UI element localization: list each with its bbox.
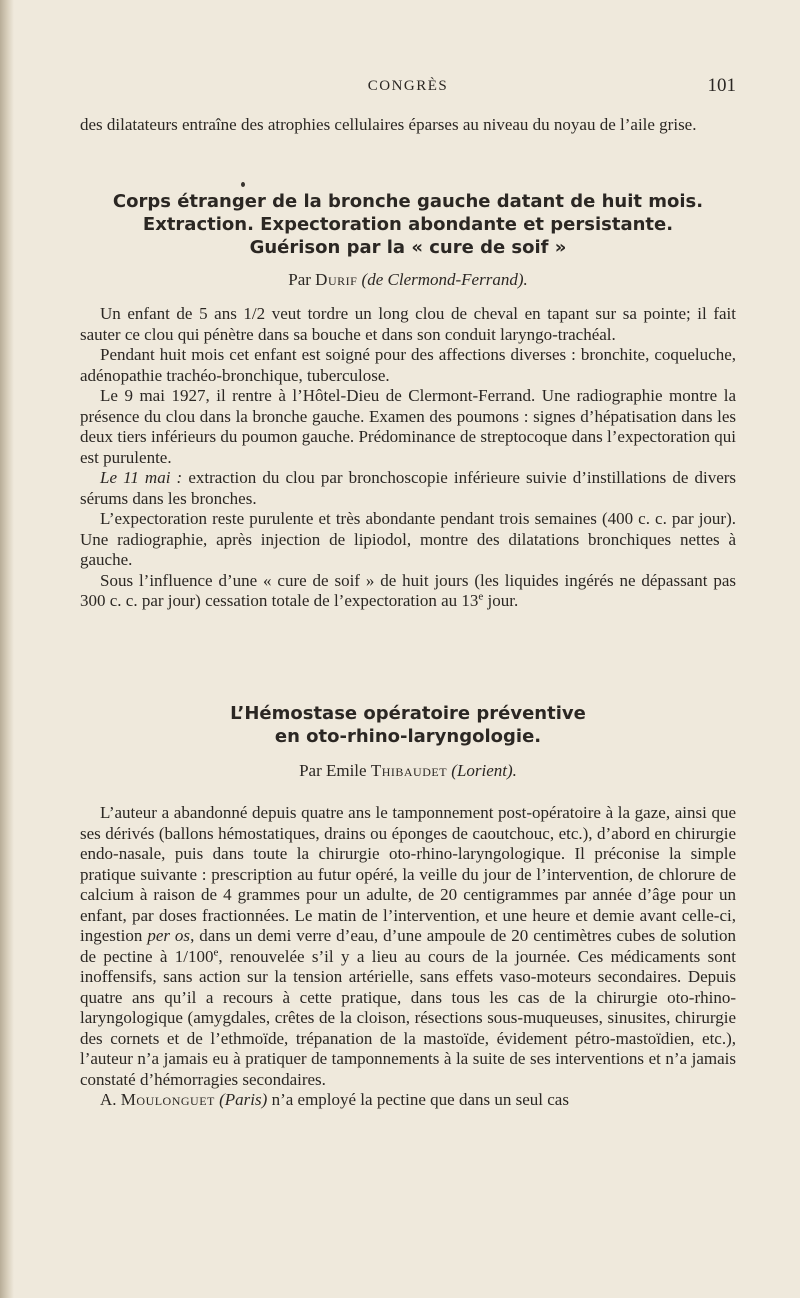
article-1-title-line-3: Guérison par la « cure de soif » <box>249 237 567 258</box>
superscript: e <box>478 590 484 603</box>
article-1-paragraph: Un enfant de 5 ans 1/2 veut tordre un long clou de cheval en tapant sur sa pointe; il fait sauter ce clou qui pénètre dans sa bouche et dans son conduit laryngo-trachéal. <box>80 304 736 344</box>
page-binding-edge <box>0 0 14 1298</box>
intro-fragment-block <box>80 115 736 136</box>
article-2-paragraph <box>80 1090 736 1111</box>
author-affiliation: (Lorient). <box>451 761 517 780</box>
article-2-title-line-1: L’Hémostase opératoire préventive <box>230 703 586 724</box>
article-1 <box>80 190 736 612</box>
author-name: Thibaudet <box>370 761 448 780</box>
ink-speck <box>241 182 245 187</box>
article-2-title-line-2: en oto-rhino-laryngologie. <box>274 726 542 747</box>
date-lead: Le 11 mai : <box>100 468 183 487</box>
author-place: (Paris) <box>219 1090 268 1109</box>
page-number: 101 <box>707 75 736 96</box>
superscript: e <box>213 945 219 958</box>
running-head <box>80 75 736 102</box>
intro-fragment: des dilatateurs entraîne des atrophies cellulaires éparses au niveau du noyau de l’aile grise. <box>80 115 697 134</box>
article-1-paragraph <box>80 468 736 509</box>
paragraph-text: Sous l’influence d’une « cure de soif » de huit jours (les liquides ingérés ne dépassant pas 300 c. c. par jour) cessation totale de l’expectoration au 13 <box>80 570 736 610</box>
article-1-paragraph: Pendant huit mois cet enfant est soigné pour des affections diverses : bronchite, coqueluche, adénopathie trachéo-bronchique, tuberculose. <box>80 345 736 385</box>
author-name: Moulonguet <box>120 1090 215 1109</box>
paragraph-text: n’a employé la pectine que dans un seul cas <box>271 1090 569 1109</box>
author-affiliation: (de Clermond-Ferrand). <box>361 270 528 289</box>
paragraph-text: jour. <box>483 591 519 610</box>
paragraph-text: , dans un demi verre d’eau, d’une ampoule de 20 centimètres cubes de solution de pectine à 1/100 <box>80 926 737 966</box>
running-title: CONGRÈS <box>367 78 449 94</box>
latin-phrase: per os <box>147 926 191 945</box>
paragraph-text: , renouvelée s’il y a lieu au cours de la journée. Ces médicaments sont inoffensifs, sans action sur la tension artérielle, sans effets vaso-moteurs secondaires. Depuis quatre ans qu’il a recours à cette pratique, dans tous les cas de la chirurgie oto-rhino-laryngologique (amygdales, crêtes de la cloison, résections sous-muqueuses, sinusites, chirurgie des cornets et de l’ethmoïde, trépanation de la mastoïde, évidement pétro-mastoïdien, etc.), l’auteur n’a jamais eu à pratiquer de tamponnements à la suite de ses interventions et n’a jamais constaté d’hémorragies secondaires. <box>80 946 736 1089</box>
article-1-title-line-1: Corps étranger de la bronche gauche datant de huit mois. <box>112 191 704 212</box>
article-1-paragraph: L’expectoration reste purulente et très abondante pendant trois semaines (400 c. c. par jour). Une radiographie, après injection de lipiodol, montre des dilatations bronchiques nettes à gauche. <box>80 509 736 569</box>
byline-prefix: Par Emile <box>299 761 367 780</box>
paragraph-text: extraction du clou par bronchoscopie inférieure suivie d’instillations de divers sérums dans les bronches. <box>80 468 737 508</box>
paragraph-text: L’auteur a abandonné depuis quatre ans le tamponnement post-opératoire à la gaze, ainsi que ses dérivés (ballons hémostatiques, drains ou éponges de caoutchouc, etc.), d’abord en chirurgie endo-nasale, puis dans toute la chirurgie oto-rhino-laryngologique. Il préconise la simple pratique suivante : prescription au futur opéré, la veille du jour de l’intervention, de chlorure de calcium à raison de 4 grammes pour un adulte, de 20 centigrammes par année d’âge pour un enfant, par doses fractionnées. Le matin de l’intervention, et une heure et demie avant celle-ci, ingestion <box>80 803 736 945</box>
author-name: Durif <box>315 270 358 289</box>
article-2 <box>80 702 736 1111</box>
paragraph-text: A. <box>100 1090 117 1109</box>
article-1-title-line-2: Extraction. Expectoration abondante et persistante. <box>142 214 674 235</box>
article-2-paragraph <box>80 803 736 1090</box>
article-1-paragraph <box>80 571 736 612</box>
byline-prefix: Par <box>288 270 311 289</box>
article-1-body <box>80 304 736 612</box>
article-2-body <box>80 803 736 1111</box>
article-1-paragraph: Le 9 mai 1927, il rentre à l’Hôtel-Dieu de Clermont-Ferrand. Une radiographie montre la présence du clou dans la bronche gauche. Examen des poumons : signes d’hépatisation dans les deux tiers inférieurs du poumon gauche. Prédominance de streptocoque dans l’expectoration qui est purulente. <box>80 386 736 467</box>
article-2-byline <box>80 760 736 781</box>
article-1-byline <box>80 269 736 290</box>
